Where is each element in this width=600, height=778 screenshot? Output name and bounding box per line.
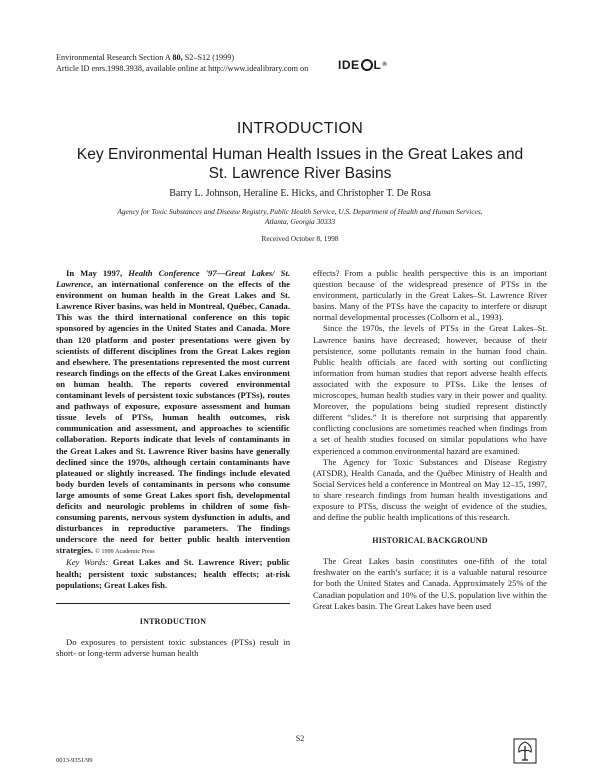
right-column (313, 268, 547, 612)
body-paragraph-3: The Agency for Toxic Substances and Disease Registry (ATSDR), Health Canada, and the Québec Ministry of Health and Social Services held a conference in Montreal on May 12–15, 1997, to share research findings from human health investigations and exposure to PTSs, discuss the weight of evidence of the studies, and define the public health implications of this research. (313, 456, 547, 523)
intro-heading: INTRODUCTION (139, 616, 207, 626)
logo-text-a: ID (338, 58, 351, 72)
article-title (60, 145, 540, 183)
intro-paragraph: Do exposures to persistent toxic substances (PTSs) result in short- or long-term adverse human health (56, 636, 290, 658)
abstract-lead: In May 1997, (66, 268, 129, 278)
ideal-logo (338, 58, 387, 72)
conference-name: Health Conference '97—Great Lakes/ St. Lawrence (56, 268, 290, 290)
title-line-2: St. Lawrence River Basins (208, 165, 392, 182)
journal-name: Environmental Research Section A (56, 53, 171, 62)
keywords-text: Great Lakes and St. Lawrence River; public health; persistent toxic substances; health effects; at-risk populations; Great Lakes fish. (56, 557, 290, 590)
historical-heading: HISTORICAL BACKGROUND (372, 536, 488, 546)
keywords-label: Key Words: (66, 557, 109, 568)
affiliation-line-1: Agency for Toxic Substances and Disease Registry, Public Health Service, U.S. Department of Health and Human Services, (117, 207, 483, 216)
journal-citation (56, 52, 308, 63)
title-line-1: Key Environmental Human Health Issues in the Great Lakes and (76, 146, 524, 163)
affiliation (68, 207, 532, 227)
authors: Barry L. Johnson, Heraline E. Hicks, and Christopher T. De Rosa (169, 188, 431, 199)
body-paragraph-4: The Great Lakes basin constitutes one-fifth of the total freshwater on the earth’s surface; it is a valuable natural resource for both the United States and Canada. Approximately 25% of the Canadian population and 10% of the U.S. population live within the Great Lakes basin. The Great Lakes have been used (313, 556, 547, 611)
issn: 0013-9351/99 (56, 757, 93, 764)
logo-text-c: L (373, 58, 382, 72)
body-paragraph-2: Since the 1970s, the levels of PTSs in the Great Lakes–St. Lawrence basins have decreased; however, because of their persistence, some pollutants remain in the human food chain. Public health officials are faced with sorting out conflicting information from human studies that report adverse health effects associated with the exposure to PTSs. Like the lenses of microscopes, human health studies vary in their power and quality. Moreover, the populations being studied represent distinctly different “slides.” It is therefore not surprising that apparently conflicting conclusions are sometimes reached when findings from a set of health studies focused on similar populations who have experienced a common environmental hazard are examined. (313, 323, 547, 456)
abstract-body: , an international conference on the effects of the environment on human health in the Great Lakes and St. Lawrence River basins, was held in Montreal, Québec, Canada. This was the third international conference on this topic sponsored by agencies in the United States and Canada. More than 120 platform and poster presentations were given by scientists of different disciplines from the Great Lakes region and elsewhere. The presentations represented the most current research findings on the effects of the Great Lakes environment on human health. The reports covered environmental contaminant levels of persistent toxic substances (PTSs), routes and pathways of exposure, exposure assessment and human tissue levels of PTSs, human health outcomes, risk communication and assessment, and approaches to scientific collaboration. Reports indicate that levels of contaminants in the Great Lakes and St. Lawrence River basins have generally declined since the 1970s, although certain contaminants have plateaued or slightly increased. The findings include elevated body burden levels of contaminants in persons who consume large amounts of some Great Lakes sport fish, developmental deficits and neurologic problems in children of some fish-consuming parents, nervous system dysfunction in adults, and disturbances in reproductive parameters. The findings underscore the need for better public health intervention strategies. (56, 279, 290, 556)
left-column (56, 268, 290, 659)
page-number: S2 (295, 734, 305, 743)
section-kicker: INTRODUCTION (236, 120, 364, 137)
article-id: Article ID enrs.1998.3938, available online at http://www.idealibrary.com on (56, 64, 309, 73)
logo-text-b: E (351, 58, 360, 72)
registered-mark: ® (382, 62, 388, 68)
journal-header (56, 52, 308, 74)
affiliation-line-2: Atlanta, Georgia 30333 (264, 217, 336, 226)
received-date: Received October 8, 1998 (261, 234, 339, 243)
abstract (56, 268, 290, 557)
journal-pages: S2–S12 (1999) (184, 53, 235, 62)
elsevier-tree-icon (513, 738, 537, 764)
abstract-paragraph (56, 268, 290, 557)
body-paragraph-1: effects? From a public health perspective this is an important question because of the widespread presence of PTSs in the environment, particularly in the Great Lakes–St. Lawrence River basins. Many of the PTSs have the capacity to interfere or disrupt normal developmental processes (Colborn et al., 1993). (313, 268, 547, 323)
copyright: © 1999 Academic Press (95, 548, 155, 556)
logo-circle-icon (361, 59, 373, 71)
keywords (56, 557, 290, 590)
journal-volume: 80, (172, 53, 183, 62)
divider (56, 603, 290, 604)
